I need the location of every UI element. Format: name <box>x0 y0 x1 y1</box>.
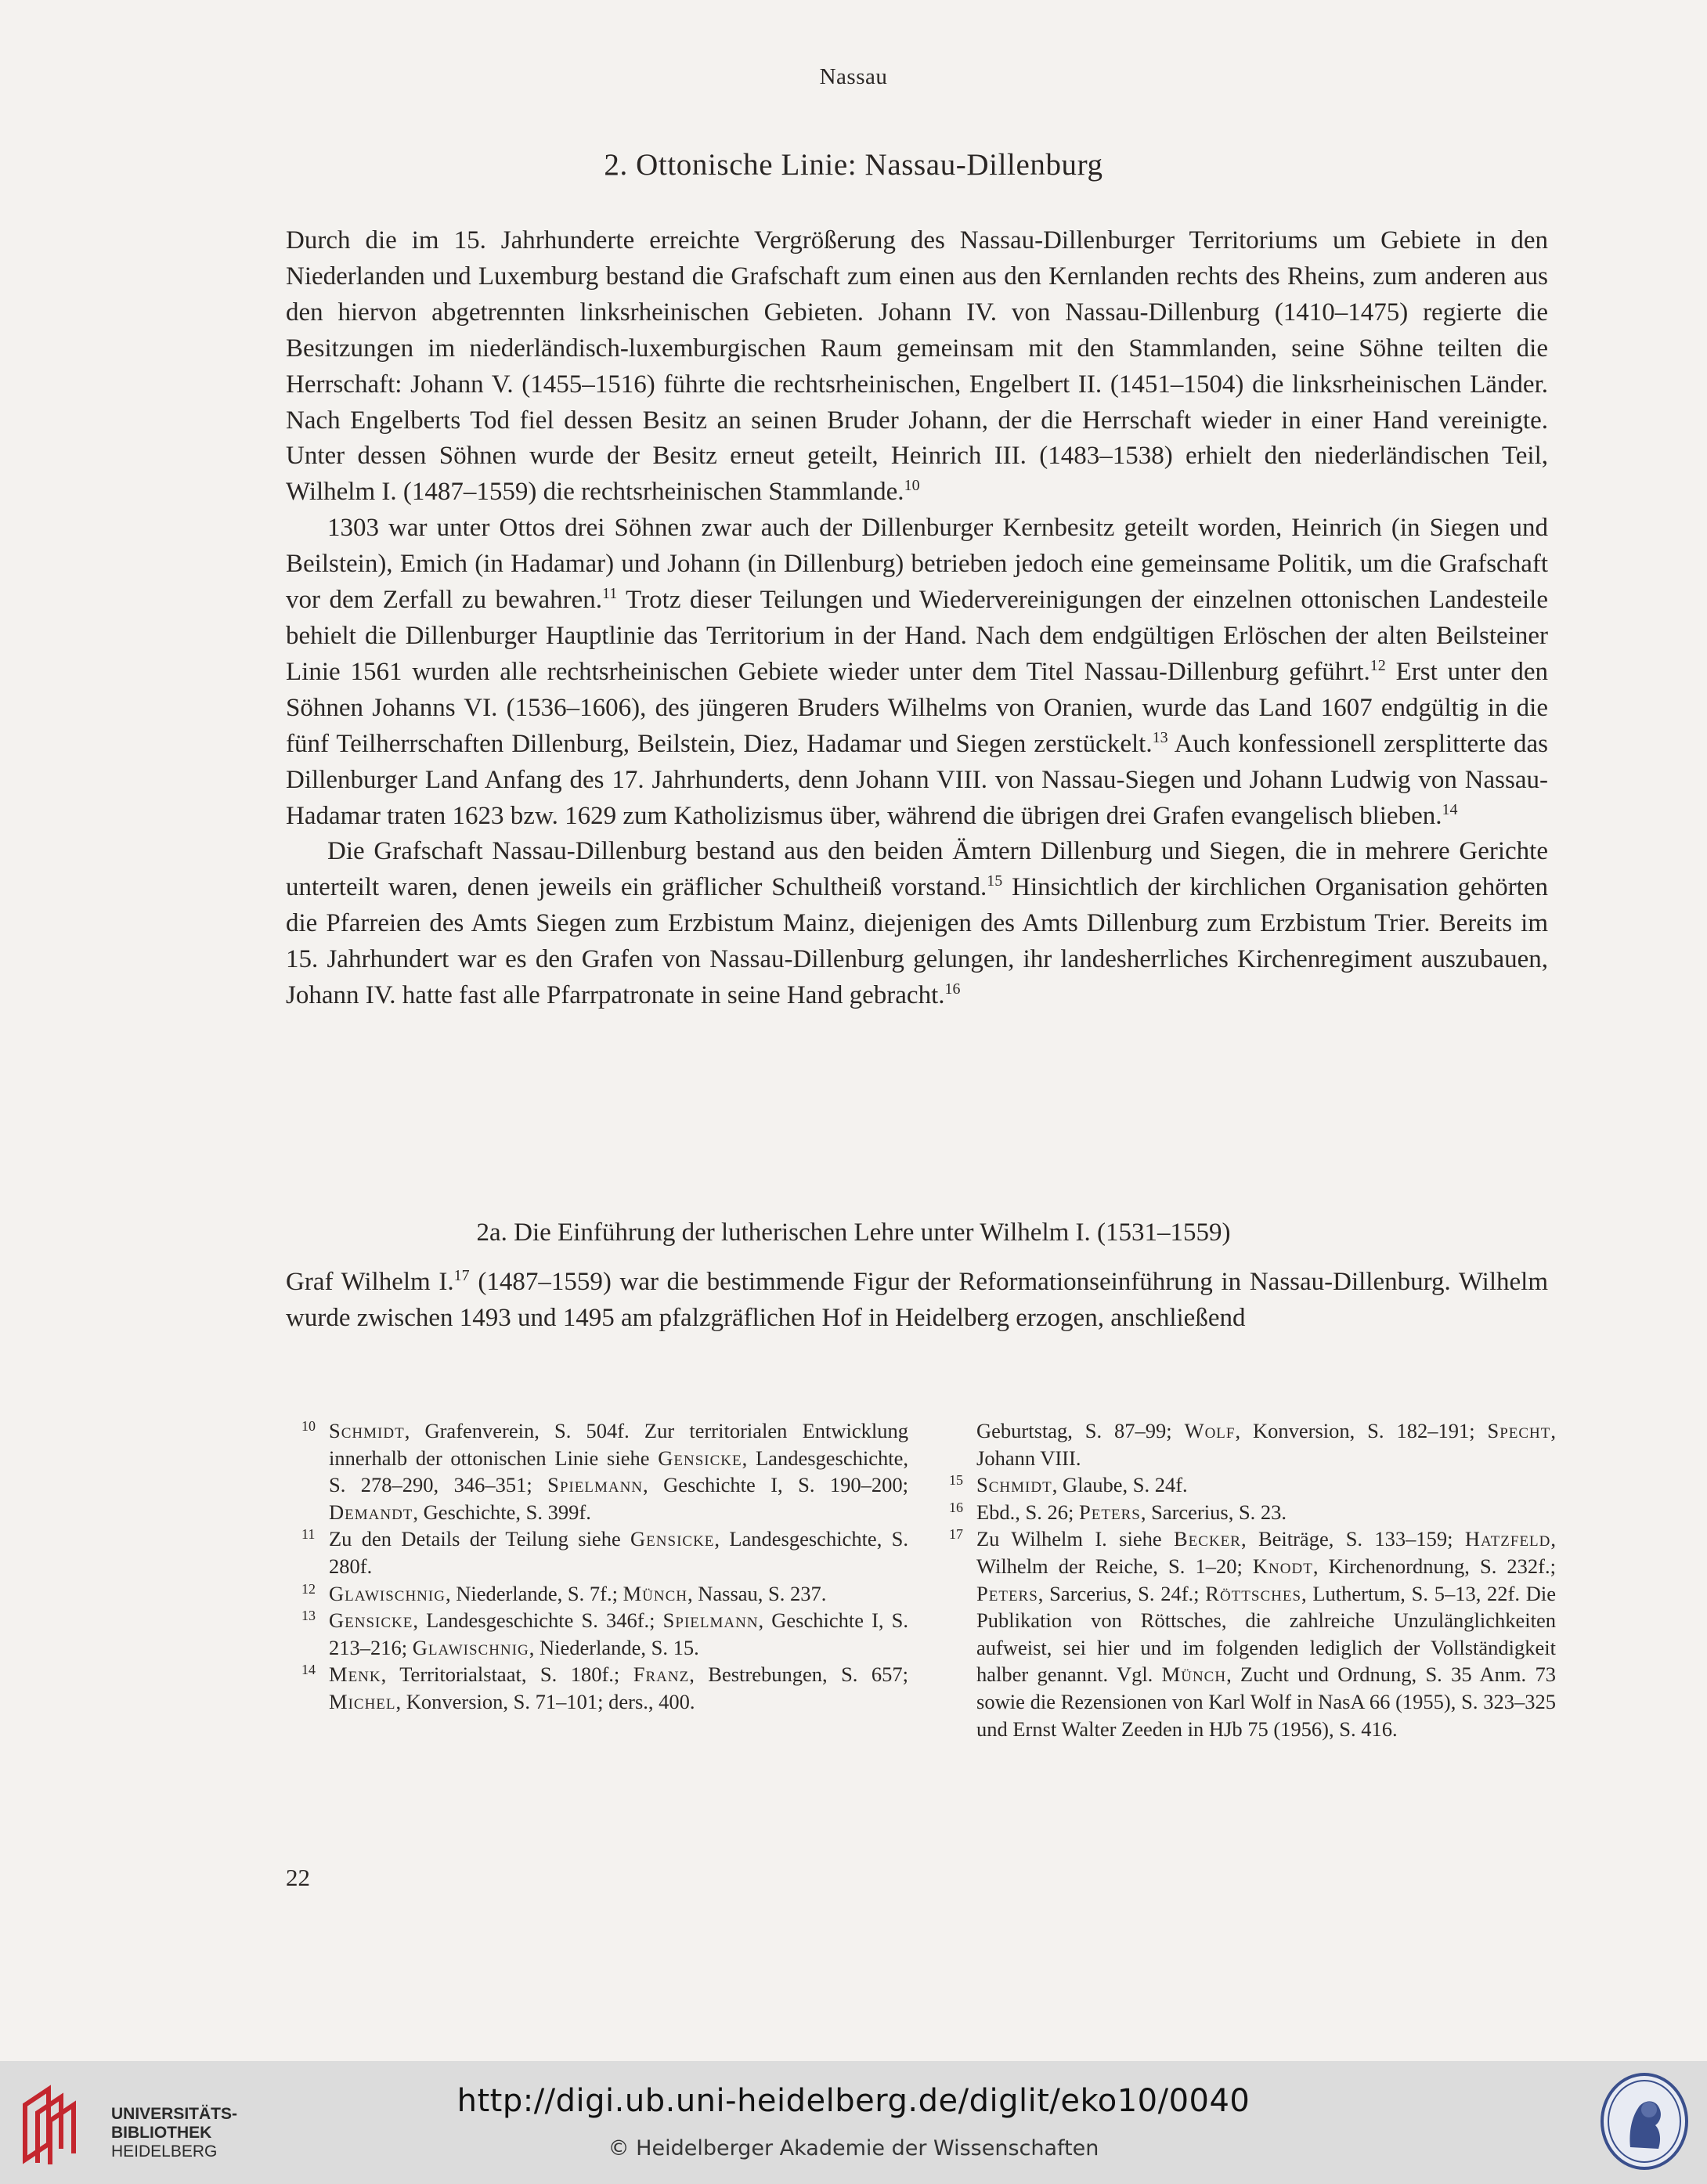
footnote-text: , Geschichte I, S. 213–216; <box>329 1608 908 1659</box>
author-name: Franz <box>633 1662 690 1687</box>
footnote-text: , Sarcerius, S. 24f.; <box>1038 1581 1206 1605</box>
author-name: Specht <box>1487 1419 1551 1442</box>
footnote-number: 13 <box>301 1608 316 1624</box>
author-name: Gensicke <box>329 1608 413 1633</box>
footnote-text: , Grafenverein, S. 504f. Zur territorialen Entwicklung innerhalb der ottonischen Linie siehe <box>329 1419 908 1470</box>
footnote-text: , Wilhelm der Reiche, S. 1–20; <box>976 1527 1556 1578</box>
footnote-text: , Zucht und Ordnung, S. 35 Anm. 73 sowie die Rezensionen von Karl Wolf in NasA 66 (1955), S. 323–325 und Ernst Walter Zeeden in HJb 75 (1956), S. 416. <box>976 1662 1556 1741</box>
footnote <box>301 1417 908 1525</box>
author-name: Glawischnig <box>329 1581 446 1605</box>
footnote-number: 15 <box>949 1472 963 1489</box>
footnote-number: 11 <box>301 1526 316 1543</box>
footnote-text: , Landesgeschichte S. 346f.; <box>413 1608 663 1633</box>
footnote-number: 14 <box>301 1662 316 1678</box>
body-text-segment: Hinsichtlich der kirchlichen Organisation gehörten die Pfarreien des Amts Siegen zum Erzbistum Mainz, diejenigen des Amts Dillenburg zum Erzbistum Trier. Bereits im 15. Jahrhundert war es den Grafen von Nassau-Dillenburg gelungen, ihr landesherrliches Kirchenregiment auszubauen, Johann IV. hatte fast alle Pfarrpatronate in seine Hand gebracht. <box>286 873 1549 1010</box>
body-text-segment: 1303 war unter Ottos drei Söhnen zwar auch der Dillenburger Kernbesitz geteilt worden, Heinrich (in Siegen und Beilstein), Emich (in Hadamar) und Johann (in Dillenburg) betrieben jedoch eine gemeinsame Politik, um die Grafschaft vor dem Zerfall zu bewahren. <box>286 514 1548 615</box>
footnote-text: Ebd., S. 26; <box>976 1500 1080 1524</box>
viewer-footer <box>0 2061 1707 2184</box>
footnote-text: , Geschichte I, S. 190–200; <box>643 1473 908 1497</box>
footnote-text: , Territorialstaat, S. 180f.; <box>381 1662 633 1687</box>
footnote <box>301 1525 908 1579</box>
author-name: Münch <box>623 1581 688 1605</box>
footnote-text: , Sarcerius, S. 23. <box>1140 1500 1287 1524</box>
footnote-text: Zu den Details der Teilung siehe <box>329 1527 631 1551</box>
footnote-text: , Kirchenordnung, S. 232f.; <box>1312 1554 1556 1578</box>
seal-portrait-icon <box>1597 2070 1691 2172</box>
footnote-text: , Konversion, S. 71–101; ders., 400. <box>395 1689 695 1713</box>
author-name: Peters <box>976 1581 1038 1605</box>
section-title: 2a. Die Einführung der lutherischen Lehre unter Wilhelm I. (1531–1559) <box>476 1218 1231 1247</box>
footnote-reference: 16 <box>944 980 961 998</box>
author-name: Wolf <box>1184 1419 1236 1442</box>
footnote-text: , Landesgeschichte, S. 278–290, 346–351; <box>329 1446 908 1497</box>
footnote-text: , Konversion, S. 182–191; <box>1235 1419 1488 1442</box>
body-text-segment: Trotz dieser Teilungen und Wiedervereinigungen der einzelnen ottonischen Landesteile behielt die Dillenburger Hauptlinie das Territorium in der Hand. Nach dem endgültigen Erlöschen der alten Beilsteiner Linie 1561 wurden alle rechtsrheinischen Gebiete wieder unter dem Titel Nassau-Dillenburg geführt. <box>286 586 1549 686</box>
author-name: Demandt <box>329 1500 413 1524</box>
body-paragraph <box>286 223 1548 511</box>
footnote-reference: 11 <box>602 585 618 603</box>
footnotes-right-column <box>949 1417 1556 1742</box>
footnote-number: 10 <box>301 1418 316 1434</box>
author-name: Menk <box>329 1662 381 1687</box>
footnote-text: , Niederlande, S. 7f.; <box>445 1581 623 1605</box>
footnote-text: , Landesgeschichte, S. 280f. <box>329 1527 908 1578</box>
body-text-segment: Erst unter den Söhnen Johanns VI. (1536–1606), des jüngeren Bruders Wilhelms von Oranien, wurde das Land 1607 endgültig in die fünf Teilherrschaften Dillenburg, Beilstein, Diez, Hadamar und Siegen zerstückelt. <box>286 657 1548 758</box>
footnote <box>949 1417 1556 1471</box>
footnote-text: , Geschichte, S. 399f. <box>413 1500 591 1524</box>
footnote-reference: 17 <box>453 1267 470 1284</box>
footnote-reference: 13 <box>1152 728 1168 746</box>
author-name: Peters <box>1079 1500 1141 1524</box>
section-body-text <box>286 1265 1548 1337</box>
running-head: Nassau <box>819 64 888 89</box>
logo-line-2: BIBLIOTHEK <box>111 2124 212 2142</box>
footnote <box>301 1661 908 1715</box>
footnote-text: Geburtstag, S. 87–99; <box>976 1419 1185 1442</box>
academy-seal-logo[interactable] <box>1597 2070 1691 2172</box>
body-paragraph <box>286 511 1548 834</box>
permalink-url[interactable]: http://digi.ub.uni-heidelberg.de/diglit/eko10/0040 <box>457 2083 1250 2119</box>
body-paragraph <box>286 834 1548 1014</box>
logo-line-1: UNIVERSITÄTS- <box>111 2105 238 2123</box>
footnote-text: , Luthertum, S. 5–13, 22f. Die Publikation von Röttsches, die zahlreiche Unzulänglichkeiten aufweist, sei hier und im folgenden lediglich der Vollständigkeit halber genannt. Vgl. <box>976 1581 1556 1687</box>
footnote-text: , Beiträge, S. 133–159; <box>1240 1527 1465 1551</box>
copyright-notice: © Heidelberger Akademie der Wissenschaften <box>608 2136 1099 2161</box>
footnote-number: 17 <box>949 1526 963 1543</box>
footnote-number: 12 <box>301 1580 316 1597</box>
author-name: Schmidt <box>976 1473 1052 1497</box>
author-name: Spielmann <box>547 1473 644 1497</box>
author-name: Knodt <box>1252 1554 1313 1578</box>
footnote <box>949 1471 1556 1499</box>
author-name: Schmidt <box>329 1419 405 1442</box>
footnote <box>301 1580 908 1608</box>
footnote-reference: 10 <box>904 477 920 495</box>
footnote-reference: 15 <box>987 872 1003 890</box>
logo-line-3: HEIDELBERG <box>111 2142 218 2161</box>
footnote-text: , Bestrebungen, S. 657; <box>689 1662 908 1687</box>
section-paragraph-rest: (1487–1559) war die bestimmende Figur der Reformationseinführung in Nassau-Dillenburg. Wilhelm wurde zwischen 1493 und 1495 am pfalzgräflichen Hof in Heidelberg erzogen, anschließend <box>286 1268 1549 1332</box>
footnote-reference: 12 <box>1370 656 1386 674</box>
footnote <box>949 1525 1556 1742</box>
author-name: Becker <box>1173 1527 1241 1551</box>
footnote-text: , Johann VIII. <box>976 1419 1557 1470</box>
footnote-text: , Niederlande, S. 15. <box>529 1635 699 1659</box>
author-name: Münch <box>1161 1662 1227 1687</box>
author-name: Spielmann <box>662 1608 759 1633</box>
main-body-text <box>286 223 1548 1014</box>
author-name: Röttsches <box>1205 1581 1302 1605</box>
page-number: 22 <box>286 1864 310 1891</box>
footnote-text: , Nassau, S. 237. <box>687 1581 827 1605</box>
footnote-number: 16 <box>949 1499 963 1515</box>
chapter-title: 2. Ottonische Linie: Nassau-Dillenburg <box>604 148 1103 182</box>
section-paragraph-start: Graf Wilhelm I. <box>286 1268 454 1296</box>
footnote <box>301 1607 908 1661</box>
footnote-reference: 14 <box>1442 800 1458 818</box>
footnote <box>949 1499 1556 1526</box>
author-name: Gensicke <box>658 1446 742 1470</box>
body-text-segment: Auch konfessionell zersplitterte das Dillenburger Land Anfang des 17. Jahrhunderts, denn Johann VIII. von Nassau-Siegen und Johann Ludwig von Nassau-Hadamar traten 1623 bzw. 1629 zum Katholizismus über, während die übrigen drei Grafen evangelisch blieben. <box>286 729 1549 830</box>
body-text-segment: Die Grafschaft Nassau-Dillenburg bestand aus den beiden Ämtern Dillenburg und Siegen, die in mehrere Gerichte unterteilt waren, denen jeweils ein gräflicher Schultheiß vorstand. <box>286 837 1548 902</box>
footnotes-left-column <box>301 1417 908 1716</box>
body-text-segment: Durch die im 15. Jahrhunderte erreichte Vergrößerung des Nassau-Dillenburger Territoriums um Gebiete in den Niederlanden und Luxemburg bestand die Grafschaft zum einen aus den Kernlanden rechts des Rheins, zum anderen aus den hiervon abgetrennten linksrheinischen Gebieten. Johann IV. von Nassau-Dillenburg (1410–1475) regierte die Besitzungen im niederländisch-luxemburgischen Raum gemeinsam mit den Stammlanden, seine Söhne teilten die Herrschaft: Johann V. (1455–1516) führte die rechtsrheinischen, Engelbert II. (1451–1504) die linksrheinischen Länder. Nach Engelberts Tod fiel dessen Besitz an seinen Bruder Johann, der die Herrschaft wieder in einer Hand vereinigte. Unter dessen Söhnen wurde der Besitz erneut geteilt, Heinrich III. (1483–1538) erhielt den niederländischen Teil, Wilhelm I. (1487–1559) die rechtsrheinischen Stammlande. <box>286 226 1548 507</box>
footnote-text: Zu Wilhelm I. siehe <box>976 1527 1174 1551</box>
author-name: Glawischnig <box>412 1635 529 1659</box>
author-name: Michel <box>329 1689 396 1713</box>
author-name: Gensicke <box>630 1527 715 1551</box>
footnote-text: , Glaube, S. 24f. <box>1052 1473 1188 1497</box>
author-name: Hatzfeld <box>1464 1527 1551 1551</box>
